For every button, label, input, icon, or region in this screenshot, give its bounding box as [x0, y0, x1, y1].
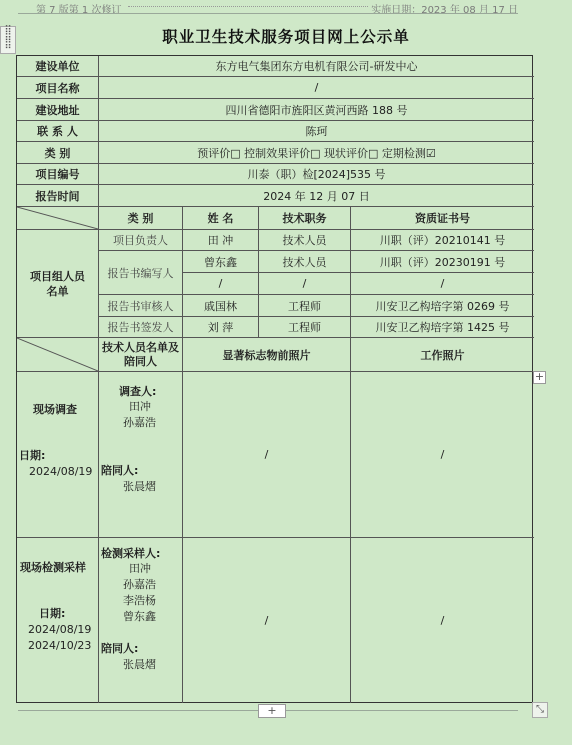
label-contact: 联 系 人 [17, 121, 99, 142]
label-report-time: 报告时间 [17, 185, 99, 207]
sampling-landmark-photo: / [183, 538, 351, 703]
sampling-companion-1: 张晨熠 [123, 658, 156, 671]
sampling-label: 现场检测采样 [20, 561, 86, 574]
col-header-type: 类 别 [99, 207, 183, 230]
sampling-date-1: 2024/08/19 [28, 623, 92, 636]
investigator-label: 调查人: [119, 385, 157, 398]
label-address: 建设地址 [17, 99, 99, 121]
col-header-role: 技术职务 [259, 207, 351, 230]
sampler-4: 曾东鑫 [123, 610, 156, 623]
survey-work-photo: / [351, 372, 534, 538]
col-header-name: 姓 名 [183, 207, 259, 230]
sampling-work-photo: / [440, 614, 445, 627]
sampling-companion-label: 陪同人: [101, 642, 139, 655]
value-construction-unit: 东方电气集团东方电机有限公司-研发中心 [99, 56, 534, 77]
table-resize-icon[interactable]: ⤡ [532, 702, 548, 718]
label-construction-unit: 建设单位 [17, 56, 99, 77]
staff-name-5: 刘 萍 [183, 317, 259, 338]
value-report-time: 2024 年 12 月 07 日 [99, 185, 534, 207]
survey-date-label: 日期: [19, 449, 46, 462]
col-header-work-photo: 工作照片 [351, 338, 534, 372]
sampler-label: 检测采样人: [101, 547, 161, 560]
investigator-2: 孙嘉浩 [123, 416, 156, 429]
sampler-1: 田冲 [129, 562, 151, 575]
sampling-people-cell [99, 538, 183, 703]
staff-role-3: / [259, 273, 351, 295]
survey-people-cell [99, 372, 183, 538]
staff-name-4: 戚国林 [183, 295, 259, 317]
label-project-number: 项目编号 [17, 164, 99, 185]
add-column-plus-icon[interactable]: + [534, 370, 545, 383]
staff-name-1: 田 冲 [183, 230, 259, 251]
staff-cert-5: 川安卫乙构培字第 1425 号 [351, 317, 534, 338]
header-left: 第 7 版第 1 次修订 [36, 5, 122, 14]
value-address: 四川省德阳市旌阳区黄河西路 188 号 [99, 99, 534, 121]
staff-role-1: 技术人员 [259, 230, 351, 251]
diagonal-photo-header-cell [17, 338, 99, 372]
col-header-people: 技术人员名单及陪同人 [99, 338, 183, 372]
staff-cert-2: 川职（评）20230191 号 [351, 251, 534, 273]
staff-name-2: 曾东鑫 [183, 251, 259, 273]
table-move-handle-icon[interactable]: ⠿ ⠿ ⠿ [0, 26, 16, 54]
staff-type-4: 报告书审核人 [99, 295, 183, 317]
staff-name-3: / [183, 273, 259, 295]
add-row-plus-icon[interactable]: + [258, 704, 286, 718]
sampling-date-2: 2024/10/23 [28, 639, 92, 652]
sampler-2: 孙嘉浩 [123, 578, 156, 591]
page-header [18, 0, 518, 14]
staff-cert-1: 川职（评）20210141 号 [351, 230, 534, 251]
page-title: 职业卫生技术服务项目网上公示单 [162, 28, 410, 46]
value-project-name: / [99, 77, 534, 99]
label-category: 类 别 [17, 142, 99, 164]
staff-type-5: 报告书签发人 [99, 317, 183, 338]
sampling-date-label: 日期: [39, 607, 66, 620]
value-contact: 陈珂 [99, 121, 534, 142]
sampler-3: 李浩杨 [123, 594, 156, 607]
staff-cert-3: / [351, 273, 534, 295]
header-rule [18, 13, 518, 14]
sampling-label-cell [17, 538, 99, 703]
value-project-number: 川泰（职）检[2024]535 号 [99, 164, 534, 185]
survey-date: 2024/08/19 [29, 465, 93, 478]
col-header-cert: 资质证书号 [351, 207, 534, 230]
header-right: 实施日期：2023 年 08 月 17 日 [371, 5, 518, 14]
value-category: 预评价□ 控制效果评价□ 现状评价□ 定期检测☑ [99, 142, 534, 164]
staff-role-5: 工程师 [259, 317, 351, 338]
notice-table [16, 55, 533, 703]
staff-type-2: 报告书编写人 [99, 251, 183, 295]
staff-type-1: 项目负责人 [99, 230, 183, 251]
staff-role-2: 技术人员 [259, 251, 351, 273]
survey-companion-1: 张晨熠 [123, 480, 156, 493]
staff-group-label: 项目组人员名单 [17, 230, 99, 338]
header-dots [128, 6, 368, 7]
staff-role-4: 工程师 [259, 295, 351, 317]
col-header-landmark-photo: 显著标志物前照片 [183, 338, 351, 372]
survey-label: 现场调查 [33, 403, 77, 416]
staff-cert-4: 川安卫乙构培字第 0269 号 [351, 295, 534, 317]
survey-label-cell [17, 372, 99, 538]
survey-landmark-photo: / [183, 372, 351, 538]
investigator-1: 田冲 [129, 400, 151, 413]
label-project-name: 项目名称 [17, 77, 99, 99]
survey-companion-label: 陪同人: [101, 464, 139, 477]
diagonal-header-cell [17, 207, 99, 230]
